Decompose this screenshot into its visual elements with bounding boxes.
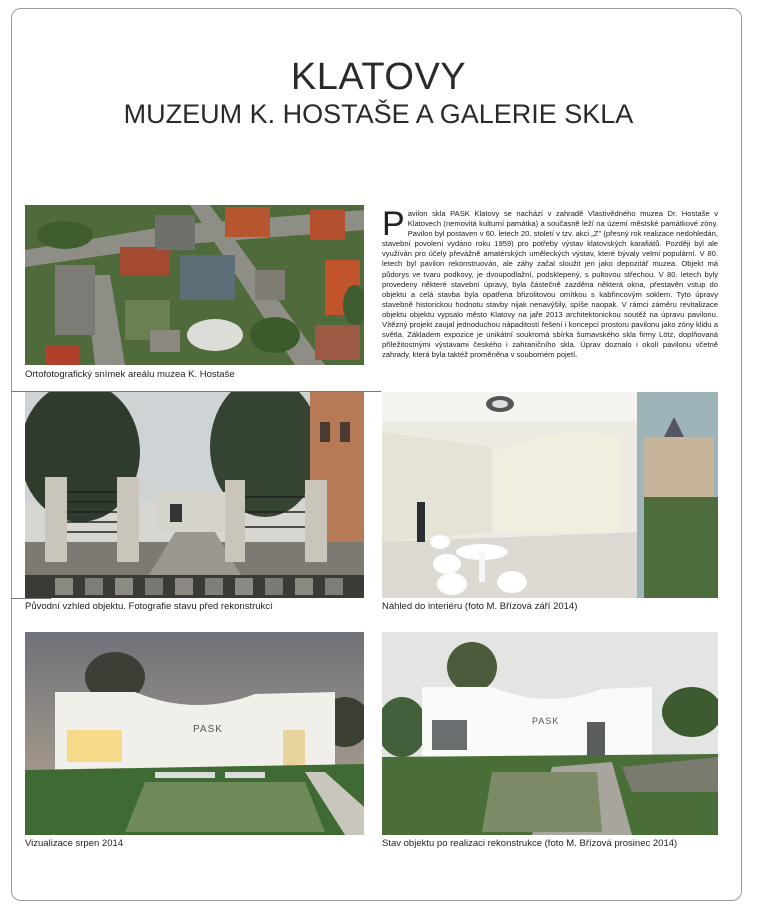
article-body: avilon skla PASK Klatovy se nachází v zahradě Vlastivědného muzea Dr. Hostaše v Klatovech (nemovitá kulturní památka) a současně leží na území městské památkové zóny. Pavilon byl postaven v 60. letech 20. století v tzv. akci „Z" (přesný rok realizace nedohledán, stavební povolení vydáno roku 1959) pro potřeby výstav klatovských karafiátů. Později byl ale využíván pro účely převážně amatérských uměleckých výstav, které bývaly velmi populární. V 80. letech byl pavilon rekonstruován, ale záhy začal sloužit jen jako depozitář muzea. Objekt má půdorys ve tvaru podkovy, je dvoupodlažní, podsklepený, s pultovou střechou. V 80. letech byly provedeny některé stavební úpravy, byla částečně zazděna některá okna, přestavěn vstup do objektu a celá stavba byla opatřena břizolitovou omítkou s kabřincovým soklem. Tyto úpravy stavebně historickou hodnotu stavby nijak nenavýšily, spíše naopak. V rámci záměru revitalizace objektu objektu vypsalo město Klatovy na jaře 2013 architektonickou soutěž na úpravu pavilonu. Vítězný projekt zaujal jednoduchou nápaditostí řešení i koncepcí prostoru pavilonu jako zóny klidu a světla. Základem expozice je unikátní soukromá sbírka šumavského skla firmy Lötz, doplňovaná příležitostnými výstavami českého i zahraničního skla. Úprav doznalo i okolí pavilonu včetně zahrady, která byla taktéž proměněna v souborném pojetí. [382,209,718,360]
aerial-photo [25,205,364,365]
completed-photo [382,632,718,835]
interior-photo-icon [382,392,718,598]
building-sign: PASK [532,716,560,726]
article-text [382,205,718,360]
interior-photo [382,392,718,598]
building-photo-icon [382,632,718,835]
interior-caption: Náhled do interiéru (foto M. Břízová září 2014) [382,601,578,612]
visualization-caption: Vizualizace srpen 2014 [25,838,124,849]
article-dropcap: P [382,205,405,243]
completed-caption: Stav objektu po realizaci rekonstrukce (foto M. Břízová prosinec 2014) [382,838,678,849]
page-subtitle: MUZEUM K. HOSTAŠE A GALERIE SKLA [123,99,634,129]
aerial-caption: Ortofotografický snímek areálu muzea K. Hostaše [25,369,235,380]
gate-photo-icon [25,392,364,598]
building-sign: PASK [193,724,223,735]
separator-line [11,598,51,599]
original-photo [25,392,364,598]
visualization-photo [25,632,364,835]
page-title: KLATOVY [290,56,467,98]
original-caption: Původní vzhled objektu. Fotografie stavu před rekonstrukcí [25,601,273,612]
aerial-photo-icon [25,205,364,365]
